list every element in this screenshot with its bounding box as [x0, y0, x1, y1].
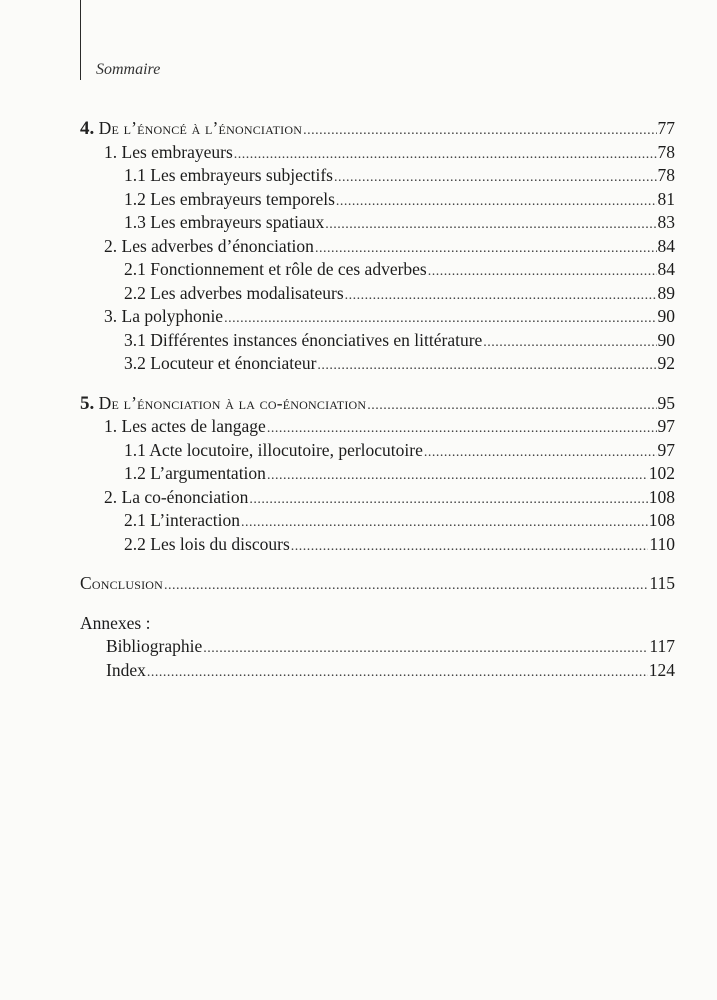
dot-leader: [224, 311, 656, 327]
toc-entry[interactable]: [80, 259, 675, 283]
dot-leader: [325, 217, 656, 233]
toc-entry[interactable]: [80, 416, 675, 440]
entry-label: 1.3 Les embrayeurs spatiaux: [124, 212, 325, 232]
dot-leader: [291, 539, 649, 555]
page-number: 83: [657, 212, 675, 232]
toc-entry[interactable]: [80, 463, 675, 487]
entry-label: 2.1 L’interaction: [124, 510, 240, 530]
section-gap: [80, 377, 675, 393]
chapter-number: 5.: [80, 392, 95, 414]
dot-leader: [203, 641, 648, 657]
entry-label: Bibliographie: [106, 636, 203, 656]
entry-label: 2.1 Fonctionnement et rôle de ces adverbes: [124, 259, 427, 279]
toc-entry[interactable]: [80, 487, 675, 511]
dot-leader: [267, 468, 648, 484]
entry-label: 2. La co-énonciation: [104, 486, 249, 507]
dot-leader: [334, 170, 657, 186]
page-number: 97: [657, 416, 675, 436]
dot-leader: [303, 123, 656, 139]
page-number: 115: [649, 573, 675, 593]
page-number: 89: [657, 282, 675, 303]
page-number: 77: [657, 118, 675, 138]
dot-leader: [241, 515, 648, 531]
page-number: 102: [648, 463, 675, 483]
entry-label: 1.2 Les embrayeurs temporels: [124, 188, 335, 209]
page-number: 97: [657, 439, 675, 460]
section-gap: [80, 557, 675, 573]
toc-entry[interactable]: [80, 283, 675, 307]
table-of-contents: [80, 118, 675, 683]
entry-label: 1. Les actes de langage: [104, 416, 266, 436]
running-title: Sommaire: [96, 61, 161, 78]
toc-entry[interactable]: [80, 306, 675, 330]
toc-chapter-4[interactable]: [80, 118, 675, 142]
toc-conclusion[interactable]: [80, 573, 675, 597]
dot-leader: [424, 445, 657, 461]
dot-leader: [317, 358, 656, 374]
toc-entry[interactable]: [80, 142, 675, 166]
toc-entry[interactable]: [80, 189, 675, 213]
toc-chapter-5[interactable]: [80, 393, 675, 417]
toc-entry[interactable]: [80, 212, 675, 236]
page-number: 90: [657, 306, 675, 326]
toc-entry[interactable]: [80, 330, 675, 354]
dot-leader: [336, 194, 657, 210]
section-gap: [80, 597, 675, 613]
entry-label: 2.2 Les adverbes modalisateurs: [124, 282, 344, 303]
page-number: 81: [657, 188, 675, 209]
toc-entry[interactable]: [80, 636, 675, 660]
entry-label: 3.2 Locuteur et énonciateur: [124, 353, 317, 373]
dot-leader: [483, 335, 656, 351]
entry-label: 1.1 Les embrayeurs subjectifs: [124, 165, 333, 185]
dot-leader: [428, 264, 657, 280]
entry-label: 3.1 Différentes instances énonciatives en littérature: [124, 329, 483, 350]
page-number: 95: [657, 392, 675, 413]
dot-leader: [147, 665, 648, 681]
dot-leader: [267, 421, 657, 437]
page-number: 84: [657, 235, 675, 256]
chapter-title: De l’énonciation à la co-énonciation: [98, 392, 367, 413]
dot-leader: [234, 147, 657, 163]
page-number: 110: [649, 533, 675, 554]
page-number: 108: [648, 486, 675, 507]
toc-entry[interactable]: [80, 353, 675, 377]
page-number: 78: [657, 141, 675, 162]
entry-label: 3. La polyphonie: [104, 306, 224, 326]
toc-entry[interactable]: [80, 534, 675, 558]
toc-entry[interactable]: [80, 660, 675, 684]
dot-leader: [249, 492, 647, 508]
entry-label: Index: [106, 659, 146, 680]
dot-leader: [345, 288, 657, 304]
entry-label: 2. Les adverbes d’énonciation: [104, 235, 314, 256]
page-number: 108: [648, 510, 675, 530]
entry-label: 1. Les embrayeurs: [104, 141, 233, 162]
toc-entry[interactable]: [80, 510, 675, 534]
margin-rule: [80, 0, 81, 80]
page-number: 84: [657, 259, 675, 279]
annexes-heading: Annexes :: [80, 612, 151, 633]
toc-entry[interactable]: [80, 165, 675, 189]
chapter-number: 4.: [80, 118, 95, 139]
chapter-title: De l’énoncé à l’énonciation: [98, 118, 303, 138]
page-number: 124: [648, 659, 675, 680]
dot-leader: [164, 578, 648, 594]
entry-label: 1.1 Acte locutoire, illocutoire, perlocutoire: [124, 439, 423, 460]
page-number: 90: [657, 329, 675, 350]
dot-leader: [315, 241, 657, 257]
entry-label: 2.2 Les lois du discours: [124, 533, 290, 554]
entry-label: Conclusion: [80, 573, 164, 593]
toc-entry[interactable]: [80, 236, 675, 260]
entry-label: 1.2 L’argumentation: [124, 463, 266, 483]
page-number: 117: [649, 636, 675, 656]
page-number: 78: [657, 165, 675, 185]
dot-leader: [367, 398, 656, 414]
page-number: 92: [657, 353, 675, 373]
toc-entry[interactable]: [80, 440, 675, 464]
